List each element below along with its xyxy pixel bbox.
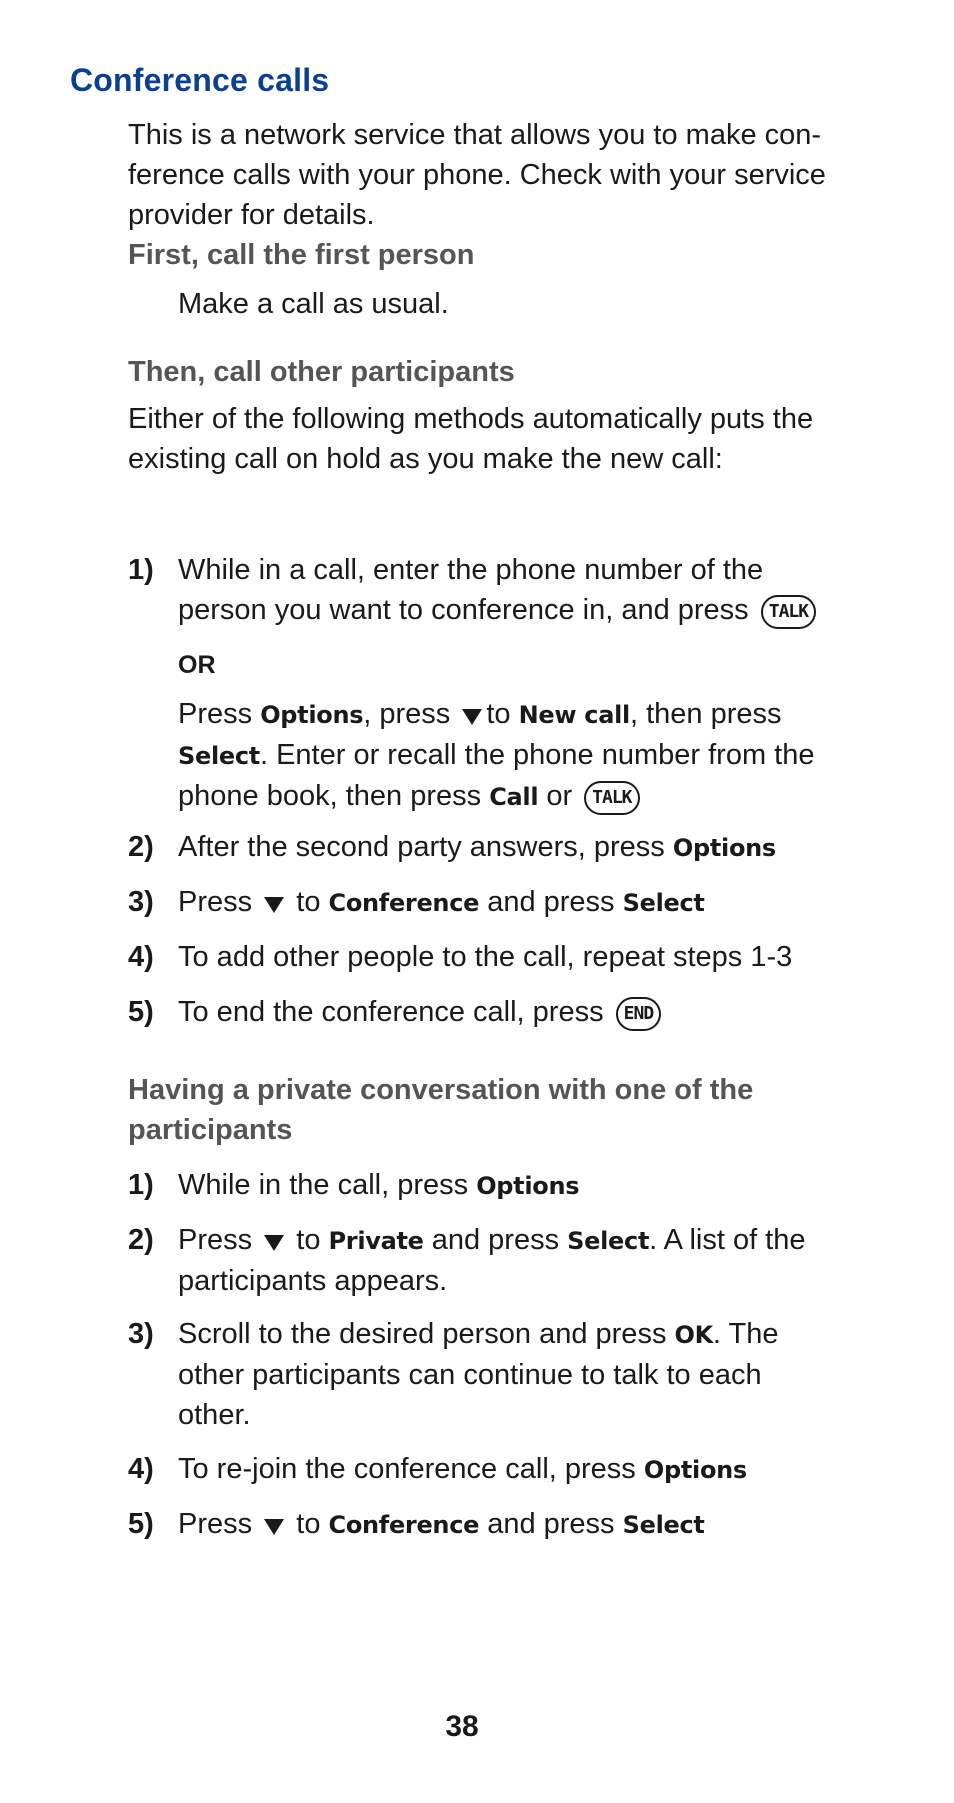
down-arrow-icon (264, 897, 284, 913)
subheading-private-conversation (128, 1070, 888, 1150)
page-number: 38 (445, 1710, 479, 1743)
conference-option: Conference (328, 889, 480, 917)
intro-line: ference calls with your phone. Check with your service (128, 159, 826, 191)
step-line-text: To end the conference call, press (178, 996, 604, 1028)
step-number: 3) (128, 886, 154, 918)
step-number: 2) (128, 831, 154, 863)
alt-text: to (486, 698, 511, 730)
alt-line (178, 735, 868, 776)
step-number: 3) (128, 1318, 154, 1350)
conference-step-5 (128, 992, 868, 1032)
step-line-text: to (296, 1508, 321, 1540)
step-text (178, 992, 868, 1032)
alt-text: or (546, 780, 573, 812)
step-line-text: person you want to conference in, and press (178, 594, 749, 626)
step-line: While in a call, enter the phone number of the (178, 554, 764, 586)
alt-text: , press (363, 698, 451, 730)
down-arrow-icon (462, 709, 482, 725)
first-call-text: Make a call as usual. (178, 288, 449, 320)
conference-step-1 (128, 550, 868, 630)
private-step-1 (128, 1165, 868, 1206)
heading-line: Having a private conversation with one of the (128, 1074, 754, 1106)
call-softkey: Call (489, 783, 539, 811)
subheading-other-participants: Then, call other participants (128, 356, 515, 388)
step-number: 5) (128, 1508, 154, 1540)
step-line-text: and press (487, 886, 615, 918)
ok-softkey: OK (674, 1321, 713, 1349)
step-text (178, 827, 868, 868)
step-text: To add other people to the call, repeat steps 1-3 (178, 941, 793, 973)
step-line-text: To re-join the conference call, press (178, 1453, 636, 1485)
alt-line (178, 694, 868, 735)
alt-line (178, 776, 868, 817)
private-step-3 (128, 1314, 868, 1435)
step-number: 4) (128, 941, 154, 973)
page-title: Conference calls (70, 62, 330, 98)
options-softkey: Options (643, 1456, 747, 1484)
methods-line: Either of the following methods automatically puts the (128, 403, 814, 435)
step-text (178, 1314, 868, 1435)
step-text (178, 882, 868, 923)
step-line: other. (178, 1399, 251, 1431)
step-number: 1) (128, 1169, 154, 1201)
options-softkey: Options (672, 834, 776, 862)
step-line-text: Press (178, 886, 253, 918)
alt-text: phone book, then press (178, 780, 482, 812)
or-separator: OR (178, 651, 216, 679)
step-text (178, 1220, 868, 1301)
step-number: 2) (128, 1224, 154, 1256)
conference-option: Conference (328, 1511, 480, 1539)
step-line (178, 1314, 868, 1355)
end-key-icon: END (616, 997, 662, 1031)
conference-step-3 (128, 882, 868, 923)
subheading-first-call: First, call the first person (128, 239, 475, 271)
select-softkey: Select (178, 742, 260, 770)
step-number: 4) (128, 1453, 154, 1485)
conference-step-4 (128, 937, 868, 977)
down-arrow-icon (264, 1235, 284, 1251)
heading-line: participants (128, 1114, 293, 1146)
down-arrow-icon (264, 1519, 284, 1535)
step-line-text: to (296, 886, 321, 918)
step-line (178, 1220, 868, 1261)
methods-paragraph (128, 399, 888, 479)
select-softkey: Select (622, 889, 705, 917)
private-step-2 (128, 1220, 868, 1301)
step-line-text: Scroll to the desired person and press (178, 1318, 667, 1350)
intro-paragraph (128, 115, 868, 235)
intro-line: provider for details. (128, 199, 375, 231)
alt-text: Press (178, 698, 253, 730)
step-text (178, 550, 868, 630)
step-text (178, 1504, 868, 1545)
private-step-4 (128, 1449, 868, 1490)
alt-text: . Enter or recall the phone number from the (259, 739, 815, 771)
step-number: 5) (128, 996, 154, 1028)
new-call-option: New call (518, 701, 630, 729)
talk-key-icon: TALK (761, 595, 816, 629)
step-line-text: Press (178, 1224, 253, 1256)
step-text (178, 1449, 868, 1490)
step-line-text: and press (431, 1224, 560, 1256)
step-line-text: While in the call, press (178, 1169, 469, 1201)
step-line-text: After the second party answers, press (178, 831, 665, 863)
private-step-5 (128, 1504, 868, 1545)
step-line-text: to (296, 1224, 321, 1256)
step-line-text: and press (487, 1508, 615, 1540)
step-line-text: . A list of the (649, 1224, 806, 1256)
step-text (178, 1165, 868, 1206)
private-option: Private (328, 1227, 424, 1255)
intro-line: This is a network service that allows you to make con- (128, 119, 822, 151)
options-softkey: Options (476, 1172, 580, 1200)
alternative-method (178, 694, 868, 817)
step-line-text: . The (712, 1318, 779, 1350)
methods-line: existing call on hold as you make the new call: (128, 443, 723, 475)
alt-text: , then press (629, 698, 782, 730)
step-line: participants appears. (178, 1265, 448, 1297)
select-softkey: Select (622, 1511, 705, 1539)
options-softkey: Options (260, 701, 364, 729)
step-line-text: Press (178, 1508, 253, 1540)
step-line (178, 590, 868, 630)
conference-step-2 (128, 827, 868, 868)
talk-key-icon: TALK (584, 781, 639, 815)
step-line: other participants can continue to talk to each (178, 1359, 762, 1391)
step-number: 1) (128, 554, 154, 586)
select-softkey: Select (567, 1227, 650, 1255)
